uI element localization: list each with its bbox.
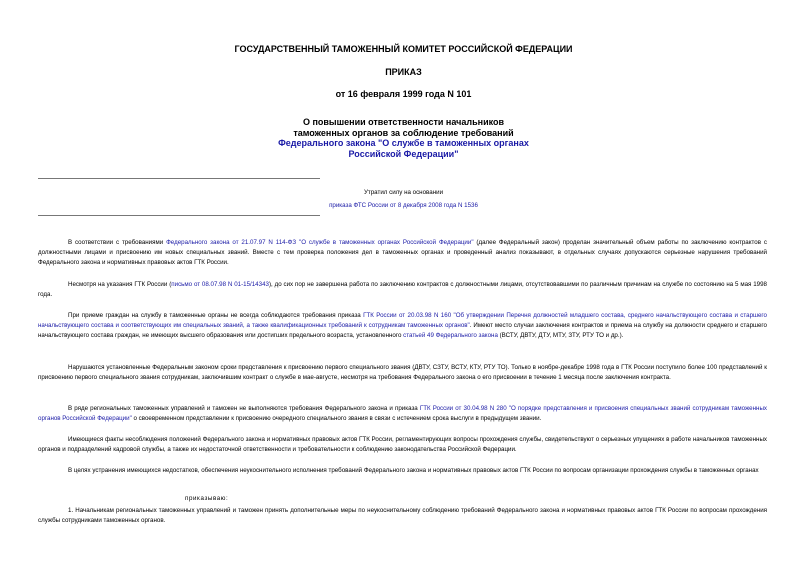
paragraph-5: В ряде региональных таможенных управлений и таможен не выполняются требования Федерального закона и приказа ГТК России от 30.04.98 N 280 "О порядке представления и присвоения специальных званий сотрудникам таможенных органов Российской Федерации" о своевременном представлении к присвоению очередного специального звания в связи с истечением срока выслуги в предыдущем звании.	[38, 405, 767, 422]
article-49-link[interactable]: статьей 49 Федерального закона	[403, 332, 498, 339]
law-114fz-link[interactable]: Федерального закона от 21.07.97 N 114-ФЗ "О службе в таможенных органах Российской Федерации"	[166, 239, 474, 246]
paragraph-3: При приеме граждан на службу в таможенные органы не всегда соблюдаются требования приказа ГТК России от 20.03.98 N 160 "Об утверждении Перечня должностей младшего состава, среднего начальствующего состава и старшего начальствующего состава и соответствующих им специальных званий, а также квалификационных требований к сотрудникам таможенных органов". Имеют место случаи заключения контрактов и приема на службу на должности среднего и старшего начальствующего состава граждан, не имеющих высшего образования или достигших предельного возраста, установленного статьей 49 Федерального закона (ВСТУ, ДВТУ, ДТУ, МТУ, ЗТУ, РТУ ТО и др.).	[38, 312, 767, 339]
order-160-link[interactable]: ГТК России от 20.03.98 N 160 "Об утверждении Перечня должностей младшего состава, среднего начальствующего состава и старшего начальствующего состава и соответствующих им специальных званий, а также квалификационных требований к сотрудникам таможенных органов"	[38, 312, 767, 329]
lost-force-note: Утратил силу на основании	[363, 189, 444, 196]
title-law-link-line-1[interactable]: Федерального закона "О службе в таможенных органах	[278, 138, 529, 148]
document-title	[0, 117, 807, 159]
order-word: приказываю:	[185, 495, 229, 502]
title-line-2: таможенных органов за соблюдение требований	[293, 127, 514, 138]
separator-rule	[38, 178, 320, 179]
title-law-link-line-2[interactable]: Российской Федерации"	[348, 148, 459, 159]
order-item-1: 1. Начальникам региональных таможенных управлений и таможен принять дополнительные меры по неукоснительному соблюдению требований Федерального закона и нормативных правовых актов ГТК России по вопросам прохождения службы сотрудниками таможенных органов.	[38, 507, 767, 524]
separator-rule	[38, 215, 320, 216]
letter-link[interactable]: письмо от 08.07.98 N 01-15/14343	[171, 281, 269, 288]
paragraph-2: Несмотря на указания ГТК России (письмо от 08.07.98 N 01-15/14343), до сих пор не завершена работа по заключению контрактов с должностными лицами, отсутствовавшими по различным причинам на службе по состоянию на 5 мая 1998 года.	[38, 281, 768, 298]
paragraph-1: В соответствии с требованиями Федерального закона от 21.07.97 N 114-ФЗ "О службе в таможенных органах Российской Федерации" (далее Федеральный закон) проделан значительный объем работы по заключению контрактов с должностными лицами и присвоению им новых специальных званий. Вместе с тем проверка положения дел в таможенных органах и проведенный анализ показывают, в отдельных случаях допускаются серьезные нарушения требований Федерального закона и нормативных правовых актов ГТК России.	[38, 239, 767, 266]
document-type: ПРИКАЗ	[385, 67, 422, 77]
lost-force-basis-link[interactable]: приказа ФТС России от 8 декабря 2008 года N 1536	[329, 202, 478, 209]
paragraph-6: Имеющиеся факты несоблюдения положений Федерального закона и нормативных правовых актов ГТК России, регламентирующих вопросы прохождения службы, свидетельствуют о серьезных упущениях в работе начальников таможенных органов и подразделений кадровой службы, а также их недостаточной ответственности и требовательности к соблюдению законодательства Российской Федерации.	[38, 436, 767, 453]
order-280-link[interactable]: ГТК России от 30.04.98 N 280 "О порядке представления и присвоения специальных званий сотрудникам таможенных органов Российской Федерации"	[38, 405, 767, 422]
paragraph-4: Нарушаются установленные Федеральным законом сроки представления к присвоению первого специального звания (ДВТУ, СЗТУ, ВСТУ, КТУ, РТУ ТО). Только в ноябре-декабре 1998 года в ГТК России поступило более 100 представлений к присвоению первого специального звания сотрудникам, заключившим контракт о службе в мае-августе, несмотря на требования Федерального закона о его присвоении в течение 1 месяца после заключения контракта.	[38, 364, 767, 381]
agency-heading: ГОСУДАРСТВЕННЫЙ ТАМОЖЕННЫЙ КОМИТЕТ РОССИЙСКОЙ ФЕДЕРАЦИИ	[234, 44, 573, 54]
document-date-number: от 16 февраля 1999 года N 101	[335, 89, 472, 99]
title-line-1: О повышении ответственности начальников	[302, 117, 505, 127]
paragraph-7: В целях устранения имеющихся недостатков, обеспечения неукоснительного исполнения требований Федерального закона и нормативных правовых актов ГТК России по вопросам организации прохождения службы в таможенных органах	[68, 467, 759, 474]
